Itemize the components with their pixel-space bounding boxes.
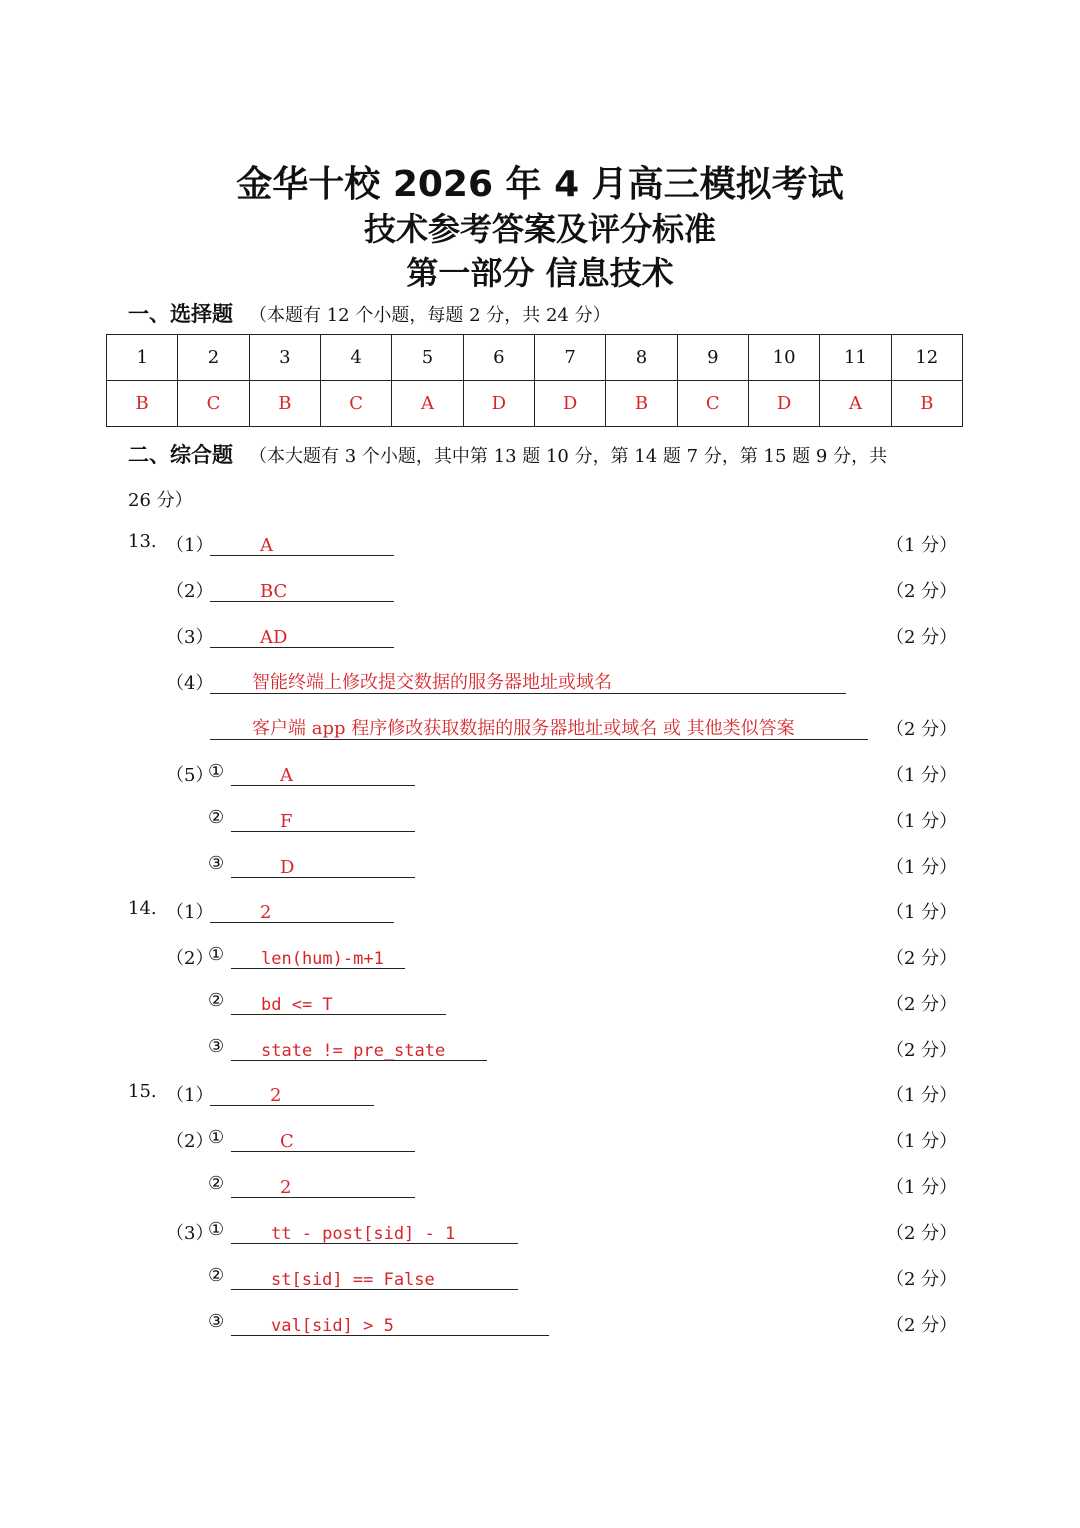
table-cell: 7 (534, 335, 605, 381)
answer-blank (231, 1036, 487, 1061)
answer-blank (210, 577, 394, 602)
answer-text: state != pre_state (261, 1041, 446, 1061)
table-cell: A (392, 381, 463, 427)
q14-part2-2 (0, 990, 1080, 1020)
answer-blank (231, 1265, 518, 1290)
table-cell: 10 (748, 335, 819, 381)
answer-text: C (280, 1131, 294, 1152)
answer-blank (231, 990, 446, 1015)
score-label: （1 分） (886, 765, 958, 786)
part-label: （2） (166, 948, 214, 969)
circled-number: ② (208, 1173, 225, 1194)
table-cell: C (677, 381, 748, 427)
table-cell: 3 (249, 335, 320, 381)
q14-part2-3 (0, 1036, 1080, 1066)
answer-text: 2 (270, 1085, 282, 1106)
q13-part4 (0, 669, 1080, 699)
score-label: （1 分） (886, 1085, 958, 1106)
answer-blank (231, 807, 415, 832)
answer-text: tt - post[sid] - 1 (271, 1224, 456, 1244)
circled-number: ① (208, 1127, 225, 1148)
part-label: （4） (166, 673, 214, 694)
circled-number: ② (208, 807, 225, 828)
section2-note-cont: 26 分） (128, 490, 193, 511)
score-label: （2 分） (886, 1040, 958, 1061)
q13-part1 (0, 531, 1080, 561)
table-cell: D (463, 381, 534, 427)
score-label: （2 分） (886, 1315, 958, 1336)
answer-blank (231, 1173, 415, 1198)
table-cell: C (178, 381, 249, 427)
circled-number: ③ (208, 1036, 225, 1057)
table-cell: 8 (606, 335, 677, 381)
answer-text: st[sid] == False (271, 1270, 435, 1290)
answer-text: val[sid] > 5 (271, 1316, 394, 1336)
table-cell: 6 (463, 335, 534, 381)
answer-text: len(hum)-m+1 (261, 949, 384, 969)
answer-text: 2 (260, 902, 272, 923)
answer-text: BC (260, 581, 288, 602)
q15-part3-3 (0, 1311, 1080, 1341)
table-cell: B (107, 381, 178, 427)
score-label: （1 分） (886, 1131, 958, 1152)
answer-blank (231, 1311, 549, 1336)
table-cell: 12 (891, 335, 962, 381)
part-label: （1） (166, 1085, 214, 1106)
exam-subtitle: 技术参考答案及评分标准 (363, 210, 716, 248)
q15-part3-2 (0, 1265, 1080, 1295)
circled-number: ③ (208, 1311, 225, 1332)
table-cell: 11 (820, 335, 891, 381)
answer-blank (210, 1081, 374, 1106)
answer-blank (231, 853, 415, 878)
score-label: （2 分） (886, 1269, 958, 1290)
q15-part2-2 (0, 1173, 1080, 1203)
circled-number: ② (208, 1265, 225, 1286)
answer-text: 客户端 app 程序修改获取数据的服务器地址或域名 或 其他类似答案 (252, 718, 795, 739)
answer-blank (231, 1127, 415, 1152)
score-label: （2 分） (886, 627, 958, 648)
score-label: （1 分） (886, 857, 958, 878)
answer-blank (210, 669, 846, 694)
question-number: 15. (128, 1081, 157, 1102)
question-number: 13. (128, 531, 157, 552)
q14-part2-1 (0, 944, 1080, 974)
q13-part2 (0, 577, 1080, 607)
table-cell: 9 (677, 335, 748, 381)
q13-part3 (0, 623, 1080, 653)
answer-blank (231, 944, 405, 969)
circled-number: ③ (208, 853, 225, 874)
exam-title: 金华十校 2026 年 4 月高三模拟考试 (236, 164, 844, 205)
part-title: 第一部分 信息技术 (406, 254, 674, 292)
part-label: （1） (166, 902, 214, 923)
q15-part3-1 (0, 1219, 1080, 1249)
question-number: 14. (128, 898, 157, 919)
answer-blank (210, 531, 394, 556)
section2-heading: 二、综合题 (128, 443, 233, 467)
score-label: （2 分） (886, 994, 958, 1015)
table-cell: B (606, 381, 677, 427)
score-label: （1 分） (886, 535, 958, 556)
score-label: （1 分） (886, 1177, 958, 1198)
answer-blank (231, 1219, 518, 1244)
table-cell: 1 (107, 335, 178, 381)
q13-part4-line2 (0, 715, 1080, 745)
q13-part5-1 (0, 761, 1080, 791)
table-row-numbers (107, 335, 963, 381)
answer-blank (210, 623, 394, 648)
q13-part5-3 (0, 853, 1080, 883)
answer-text: A (260, 535, 273, 556)
answer-text: A (280, 765, 293, 786)
answer-blank (210, 898, 394, 923)
table-row-answers (107, 381, 963, 427)
section1-header (128, 298, 611, 328)
circled-number: ① (208, 761, 225, 782)
score-label: （2 分） (886, 1223, 958, 1244)
answer-text: AD (260, 627, 288, 648)
part-label: （5） (166, 765, 214, 786)
table-cell: 4 (320, 335, 391, 381)
q15-part2-1 (0, 1127, 1080, 1157)
table-cell: 2 (178, 335, 249, 381)
section1-note: （本题有 12 个小题，每题 2 分，共 24 分） (249, 305, 611, 326)
circled-number: ① (208, 1219, 225, 1240)
q13-part5-2 (0, 807, 1080, 837)
answer-text: bd <= T (261, 995, 333, 1015)
score-label: （2 分） (886, 948, 958, 969)
q15-part1 (0, 1081, 1080, 1111)
answer-text: D (280, 857, 295, 878)
circled-number: ② (208, 990, 225, 1011)
score-label: （1 分） (886, 811, 958, 832)
answer-text: F (280, 811, 293, 832)
table-cell: 5 (392, 335, 463, 381)
part-label: （3） (166, 1223, 214, 1244)
choice-answer-table (106, 334, 963, 427)
answer-text: 2 (280, 1177, 292, 1198)
table-cell: B (891, 381, 962, 427)
score-label: （2 分） (886, 719, 958, 740)
part-label: （1） (166, 535, 214, 556)
score-label: （1 分） (886, 902, 958, 923)
circled-number: ① (208, 944, 225, 965)
part-label: （2） (166, 581, 214, 602)
table-cell: D (534, 381, 605, 427)
q14-part1 (0, 898, 1080, 928)
table-cell: C (320, 381, 391, 427)
section2-header (128, 439, 887, 469)
answer-blank (210, 715, 868, 740)
score-label: （2 分） (886, 581, 958, 602)
answer-text: 智能终端上修改提交数据的服务器地址或域名 (252, 672, 612, 693)
table-cell: D (748, 381, 819, 427)
part-label: （3） (166, 627, 214, 648)
part-label: （2） (166, 1131, 214, 1152)
section2-note: （本大题有 3 个小题，其中第 13 题 10 分，第 14 题 7 分，第 15 题 9 分，共 (249, 446, 888, 467)
answer-blank (231, 761, 415, 786)
table-cell: A (820, 381, 891, 427)
table-cell: B (249, 381, 320, 427)
section1-heading: 一、选择题 (128, 302, 233, 326)
